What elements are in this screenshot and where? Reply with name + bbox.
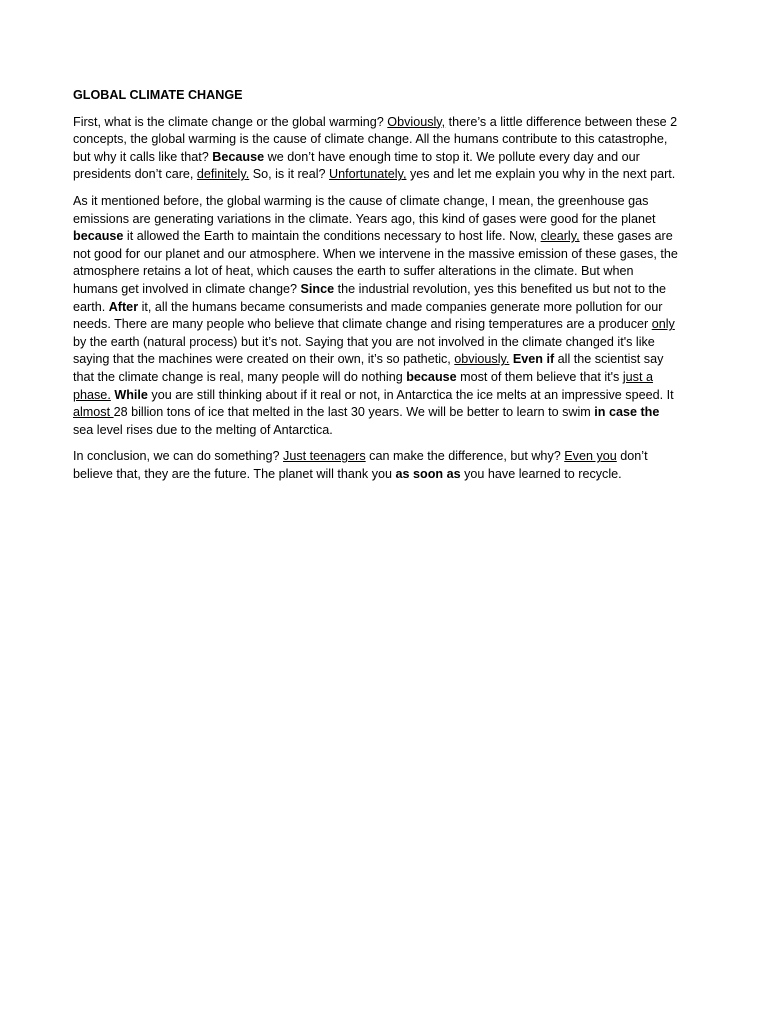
bold-phrase: in case the [594, 405, 660, 420]
text-run: you are still thinking about if it real or not, in Antarctica the ice melts at an impressive speed. It [147, 387, 674, 402]
text-run: First, what is the climate change or the global warming? [73, 114, 388, 129]
text-run: you have learned to recycle. [460, 466, 622, 481]
text-run: we don’t have enough time to stop it. We pollute every day and our presidents don’t care, [73, 149, 640, 182]
text-run: by the earth (natural process) but it’s not. Saying that you are not involved in the climate changed it's like saying that the machines were created on their own, it’s so pathetic, [73, 334, 655, 367]
underlined-phrase: Obviously, [387, 114, 446, 129]
text-run: it, all the humans became consumerists and made companies generate more pollution for our needs. There are many people who believe that climate change and rising temperatures are a producer [73, 299, 663, 332]
bold-phrase: While [114, 387, 148, 402]
text-run: the industrial revolution, yes this benefited us but not to the earth. [73, 281, 666, 314]
text-run: all the scientist say that the climate change is real, many people will do nothing [73, 352, 664, 384]
paragraph-2 [73, 193, 681, 439]
bold-phrase: because [406, 369, 457, 384]
text-run: So, is it real? [249, 167, 329, 182]
underlined-phrase: Unfortunately, [329, 167, 407, 182]
underlined-phrase: definitely. [196, 167, 250, 182]
underlined-phrase: clearly, [540, 229, 580, 244]
bold-phrase: Since [300, 281, 335, 296]
bold-phrase: Even if [512, 352, 555, 367]
underlined-phrase: only [651, 317, 675, 332]
underlined-phrase: Just teenagers [283, 449, 366, 464]
text-run: don’t believe that, they are the future. The planet will thank you [73, 449, 648, 481]
paragraph-3 [73, 448, 681, 483]
document-page [73, 87, 681, 492]
bold-phrase: Because [212, 149, 265, 164]
bold-phrase: After [108, 299, 139, 314]
text-run: it allowed the Earth to maintain the conditions necessary to host life. Now, [123, 229, 541, 244]
text-run: there’s a little difference between these 2 concepts, the global warming is the cause of climate change. All the humans contribute to this catastrophe, but why it calls like that? [73, 114, 678, 164]
text-run: these gases are not good for our planet and our atmosphere. When we intervene in the massive emission of these gases, the atmosphere retains a lot of heat, which causes the earth to suffer alterations in the climate. But when humans get involved in climate change? [73, 229, 678, 296]
text-run: can make the difference, but why? [365, 449, 565, 464]
document-title: GLOBAL CLIMATE CHANGE [73, 88, 243, 102]
bold-phrase: because [73, 229, 124, 244]
underlined-phrase: Even you [564, 449, 617, 464]
text-run: In conclusion, we can do something? [73, 449, 284, 464]
document-body [73, 114, 681, 484]
text-run: yes and let me explain you why in the next part. [406, 167, 676, 182]
bold-phrase: as soon as [395, 466, 461, 481]
text-run: sea level rises due to the melting of Antarctica. [73, 422, 333, 437]
underlined-phrase: just a phase. [73, 369, 653, 402]
text-run: As it mentioned before, the global warming is the cause of climate change, I mean, the greenhouse gas emissions are generating variations in the climate. Years ago, this kind of gases were good for the planet [73, 193, 656, 226]
underlined-phrase: almost [73, 405, 114, 420]
text-run: 28 billion tons of ice that melted in the last 30 years. We will be better to learn to swim [113, 405, 595, 420]
text-run: most of them believe that it's [456, 369, 623, 384]
underlined-phrase: obviously. [454, 352, 510, 367]
paragraph-1 [73, 114, 681, 184]
